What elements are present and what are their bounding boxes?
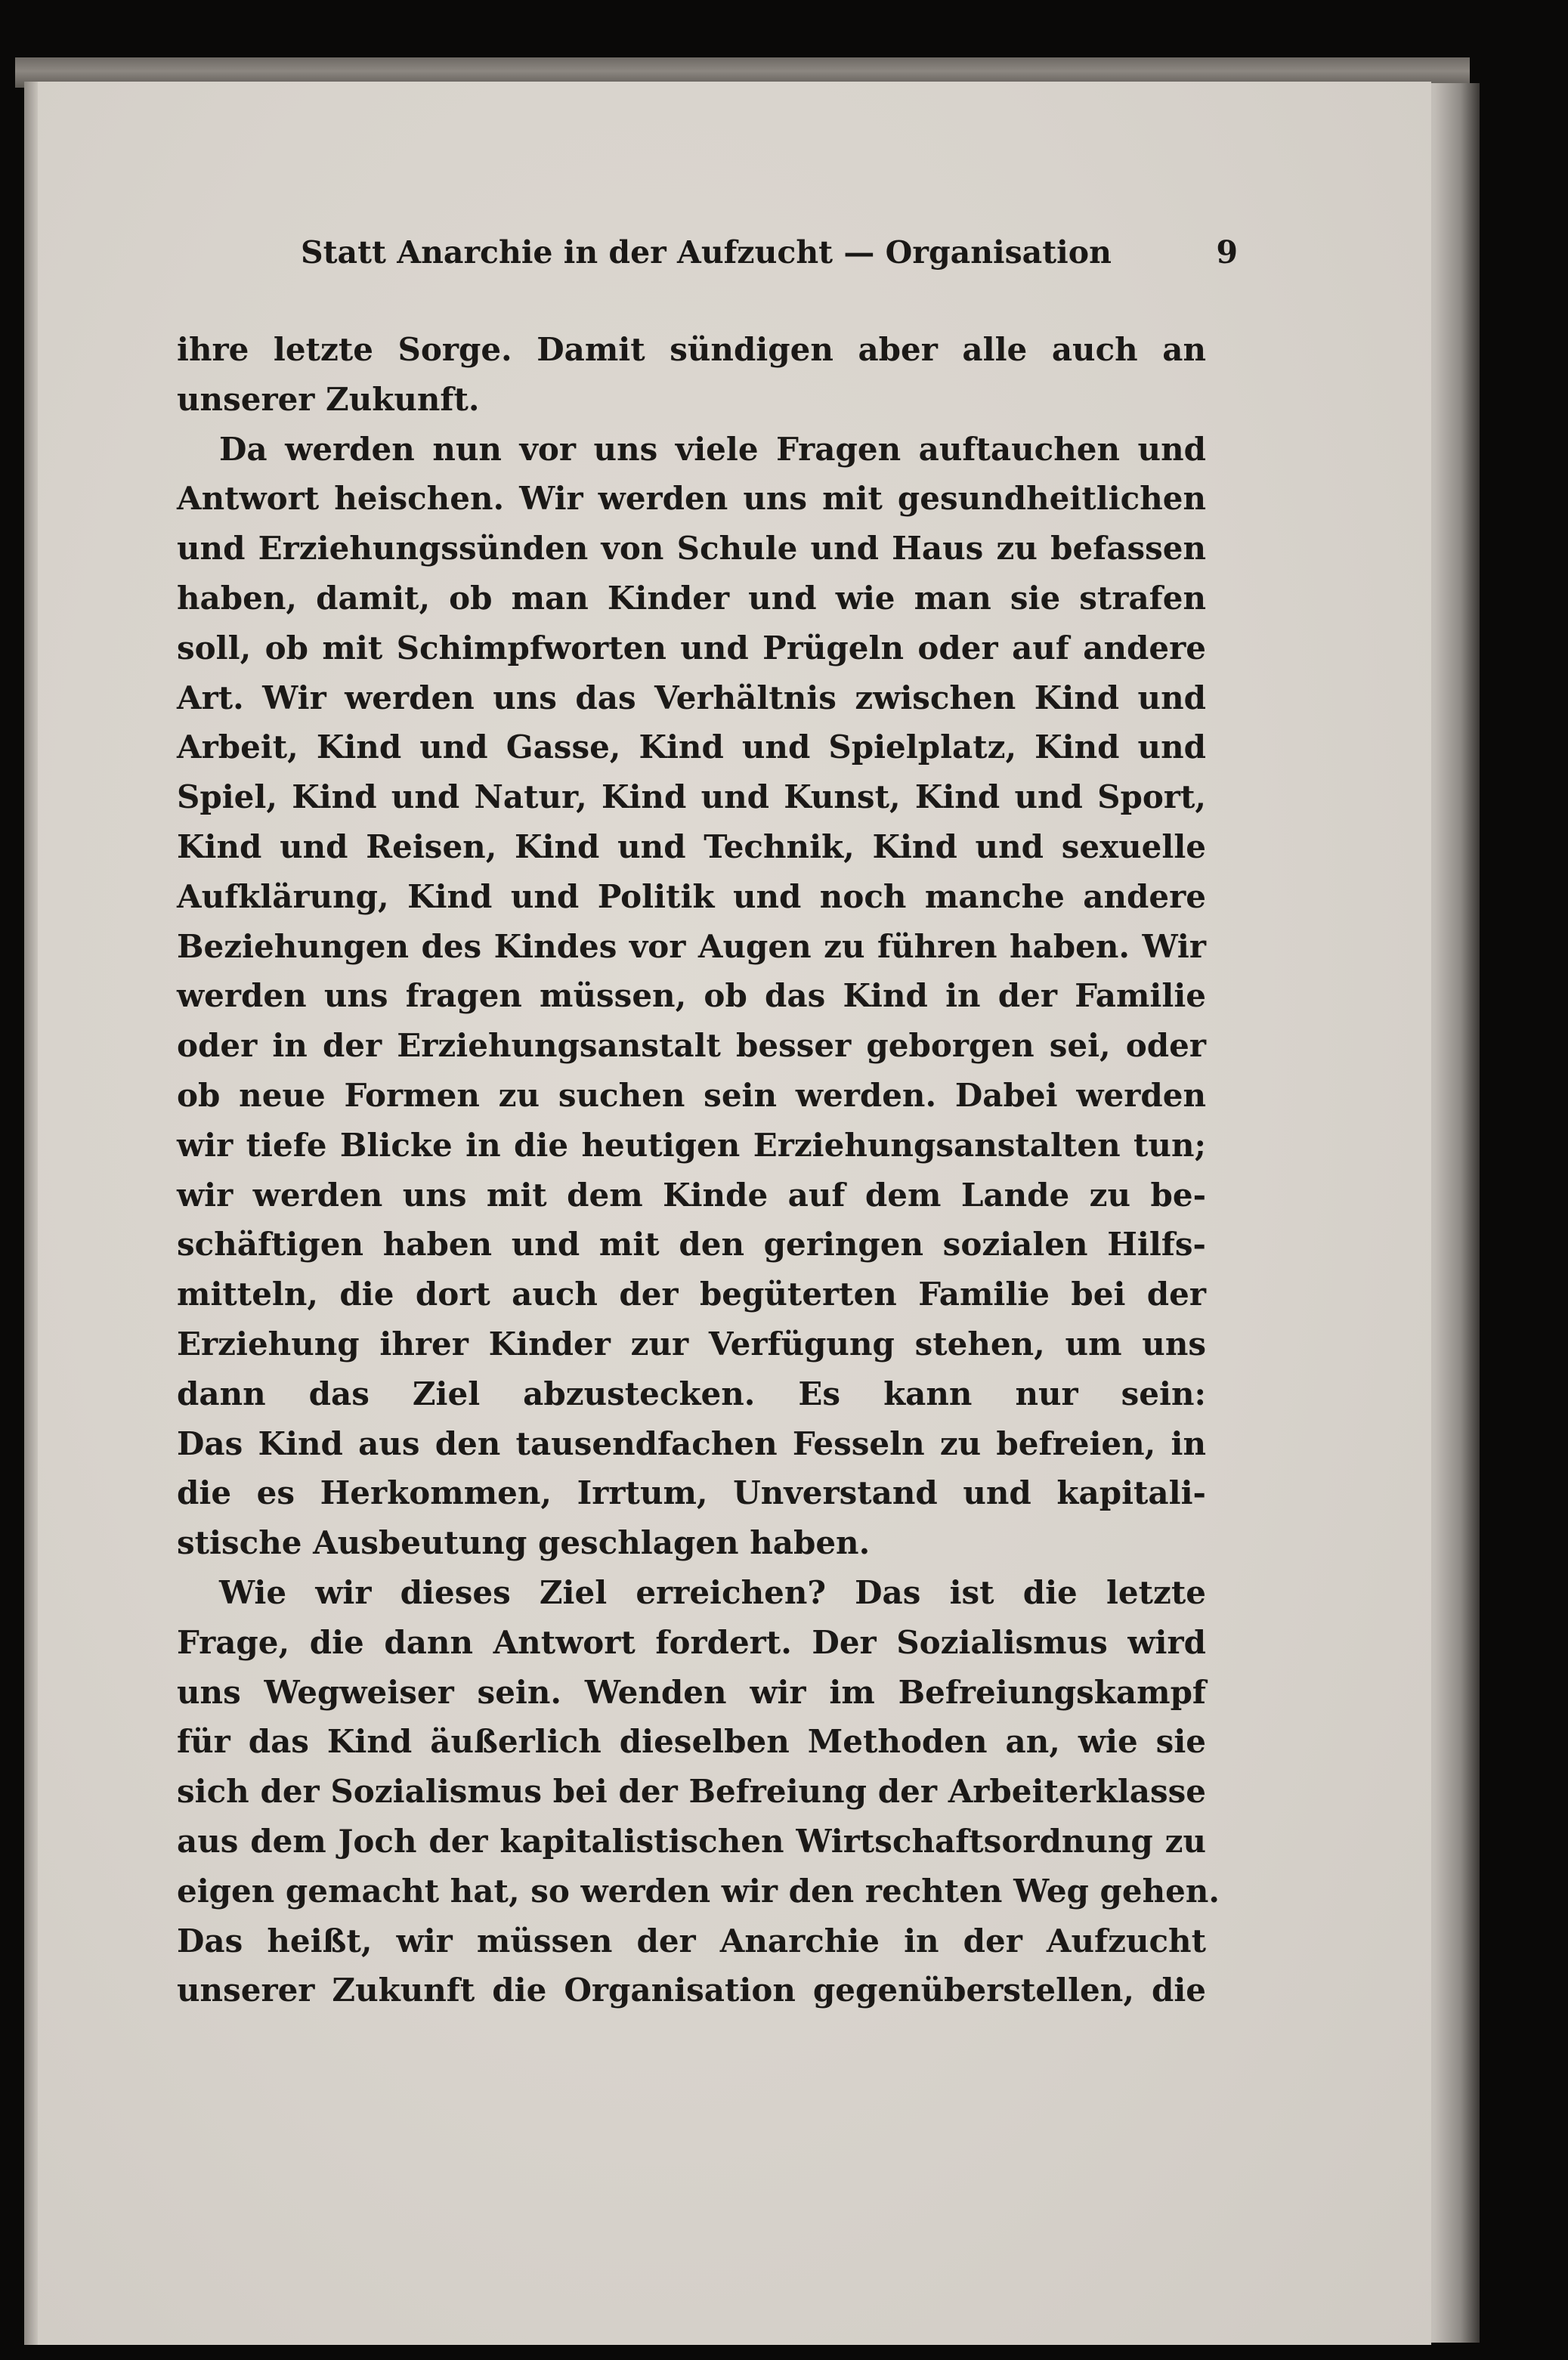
text-line: sich der Sozialismus bei der Befreiung der Arbeiterklasse: [177, 1773, 1206, 1811]
paragraph-start-line: Da werden nun vor uns viele Fragen auftauchen und: [219, 430, 1206, 468]
page-left-edge: [24, 82, 38, 2345]
page-number: 9: [1216, 234, 1238, 271]
text-line: Beziehungen des Kindes vor Augen zu führen haben. Wir: [177, 927, 1206, 965]
text-line: Antwort heischen. Wir werden uns mit gesundheitlichen: [177, 480, 1206, 518]
running-header: [301, 234, 1238, 280]
text-line: Erziehung ihrer Kinder zur Verfügung stehen, um uns: [177, 1325, 1206, 1362]
text-line: mitteln, die dort auch der begüterten Familie bei der: [177, 1276, 1206, 1313]
text-line: Frage, die dann Antwort fordert. Der Sozialismus wird: [177, 1623, 1206, 1661]
text-line: wir werden uns mit dem Kinde auf dem Lande zu be-: [177, 1176, 1206, 1214]
text-line: ihre letzte Sorge. Damit sündigen aber alle auch an: [177, 331, 1206, 368]
text-line: und Erziehungssünden von Schule und Haus zu befassen: [177, 530, 1206, 568]
text-line: Spiel, Kind und Natur, Kind und Kunst, Kind und Sport,: [177, 778, 1206, 816]
text-line: haben, damit, ob man Kinder und wie man sie strafen: [177, 579, 1206, 617]
text-line: oder in der Erziehungsanstalt besser geborgen sei, oder: [177, 1027, 1206, 1065]
text-line: Art. Wir werden uns das Verhältnis zwischen Kind und: [177, 679, 1206, 716]
paragraph-start-line: Wie wir dieses Ziel erreichen? Das ist die letzte: [219, 1573, 1206, 1611]
text-line: Das heißt, wir müssen der Anarchie in der Aufzucht: [177, 1922, 1206, 1959]
text-line: dann das Ziel abzustecken. Es kann nur sein:: [177, 1375, 1206, 1412]
text-line: aus dem Joch der kapitalistischen Wirtschaftsordnung zu: [177, 1822, 1206, 1860]
text-line: stische Ausbeutung geschlagen haben.: [177, 1524, 871, 1562]
text-line: Kind und Reisen, Kind und Technik, Kind und sexuelle: [177, 827, 1206, 865]
text-line: soll, ob mit Schimpfworten und Prügeln oder auf andere: [177, 629, 1206, 667]
text-line: wir tiefe Blicke in die heutigen Erziehungsanstalten tun;: [177, 1126, 1206, 1164]
text-line: Arbeit, Kind und Gasse, Kind und Spielplatz, Kind und: [177, 728, 1206, 766]
body-text: [177, 325, 1220, 2015]
text-line: eigen gemacht hat, so werden wir den rechten Weg gehen.: [177, 1872, 1220, 1910]
running-title: Statt Anarchie in der Aufzucht — Organisation: [301, 234, 1112, 271]
text-line: unserer Zukunft.: [177, 380, 480, 418]
text-line: die es Herkommen, Irrtum, Unverstand und kapitali-: [177, 1474, 1206, 1512]
text-line: uns Wegweiser sein. Wenden wir im Befreiungskampf: [177, 1673, 1206, 1711]
text-line: schäftigen haben und mit den geringen sozialen Hilfs-: [177, 1226, 1206, 1264]
text-line: für das Kind äußerlich dieselben Methoden an, wie sie: [177, 1723, 1206, 1761]
text-line: ob neue Formen zu suchen sein werden. Dabei werden: [177, 1076, 1206, 1114]
text-line: werden uns fragen müssen, ob das Kind in der Familie: [177, 977, 1206, 1015]
text-line: Das Kind aus den tausendfachen Fesseln zu befreien, in: [177, 1424, 1206, 1462]
text-line: unserer Zukunft die Organisation gegenüberstellen, die: [177, 1972, 1206, 2009]
text-line: Aufklärung, Kind und Politik und noch manche andere: [177, 877, 1206, 915]
